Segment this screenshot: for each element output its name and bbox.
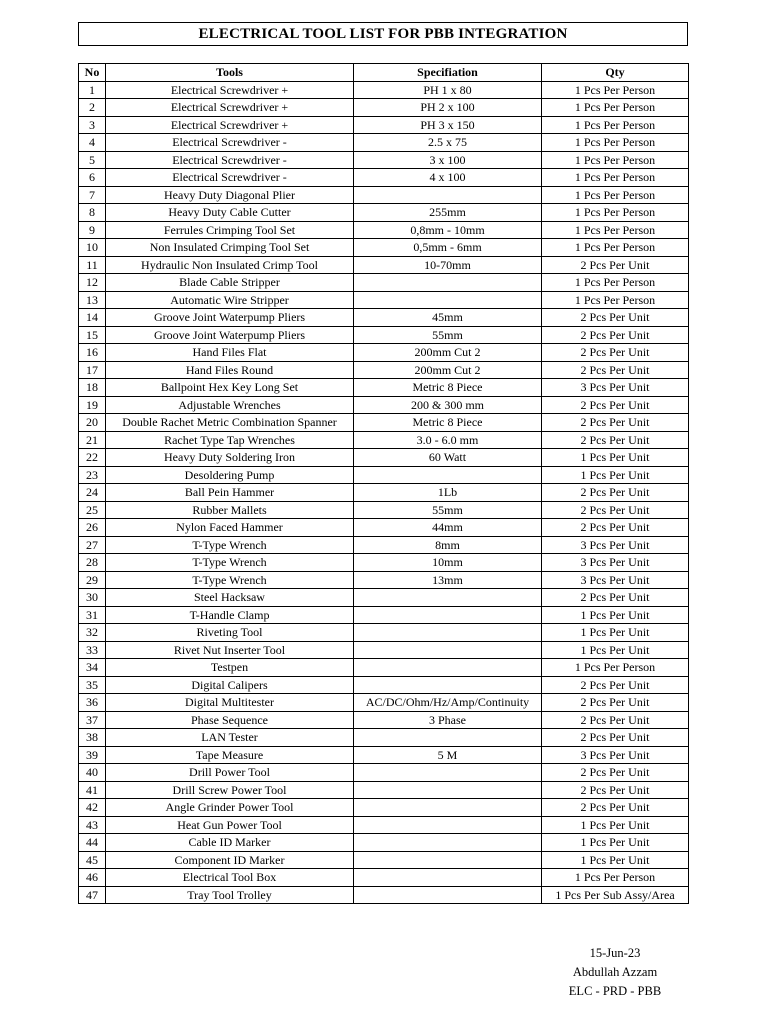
table-row — [79, 781, 689, 799]
cell-tool: Angle Grinder Power Tool — [106, 799, 354, 817]
cell-spec — [354, 274, 542, 292]
cell-qty: 1 Pcs Per Unit — [542, 816, 689, 834]
cell-qty: 1 Pcs Per Person — [542, 869, 689, 887]
cell-qty: 1 Pcs Per Person — [542, 274, 689, 292]
cell-spec — [354, 834, 542, 852]
table-row — [79, 256, 689, 274]
cell-qty: 2 Pcs Per Unit — [542, 326, 689, 344]
cell-qty: 1 Pcs Per Unit — [542, 624, 689, 642]
table-row — [79, 571, 689, 589]
cell-spec: 200mm Cut 2 — [354, 361, 542, 379]
table-row — [79, 641, 689, 659]
cell-spec: 0,8mm - 10mm — [354, 221, 542, 239]
cell-tool: T-Type Wrench — [106, 571, 354, 589]
cell-no: 18 — [79, 379, 106, 397]
cell-qty: 2 Pcs Per Unit — [542, 344, 689, 362]
cell-no: 40 — [79, 764, 106, 782]
cell-no: 10 — [79, 239, 106, 257]
cell-no: 23 — [79, 466, 106, 484]
footer-date: 15-Jun-23 — [589, 946, 641, 960]
cell-tool: Component ID Marker — [106, 851, 354, 869]
header-tools: Tools — [106, 64, 354, 82]
cell-qty: 3 Pcs Per Unit — [542, 379, 689, 397]
cell-tool: Automatic Wire Stripper — [106, 291, 354, 309]
table-row — [79, 536, 689, 554]
footer-author: Abdullah Azzam — [572, 965, 658, 979]
table-row — [79, 886, 689, 904]
cell-spec: 2.5 x 75 — [354, 134, 542, 152]
cell-tool: Hand Files Round — [106, 361, 354, 379]
cell-tool: Desoldering Pump — [106, 466, 354, 484]
table-row — [79, 834, 689, 852]
cell-tool: Adjustable Wrenches — [106, 396, 354, 414]
cell-tool: Cable ID Marker — [106, 834, 354, 852]
cell-no: 43 — [79, 816, 106, 834]
table-row — [79, 204, 689, 222]
cell-qty: 2 Pcs Per Unit — [542, 711, 689, 729]
signature-block — [540, 944, 690, 1001]
cell-spec: 200 & 300 mm — [354, 396, 542, 414]
cell-no: 20 — [79, 414, 106, 432]
table-row — [79, 396, 689, 414]
cell-tool: Riveting Tool — [106, 624, 354, 642]
cell-spec — [354, 466, 542, 484]
cell-spec — [354, 816, 542, 834]
cell-tool: Heavy Duty Soldering Iron — [106, 449, 354, 467]
cell-spec — [354, 624, 542, 642]
cell-qty: 1 Pcs Per Person — [542, 221, 689, 239]
cell-qty: 1 Pcs Per Person — [542, 116, 689, 134]
table-row — [79, 414, 689, 432]
cell-spec — [354, 886, 542, 904]
table-row — [79, 291, 689, 309]
table-row — [79, 554, 689, 572]
cell-tool: Groove Joint Waterpump Pliers — [106, 326, 354, 344]
cell-qty: 1 Pcs Per Person — [542, 239, 689, 257]
cell-spec — [354, 589, 542, 607]
cell-qty: 1 Pcs Per Unit — [542, 606, 689, 624]
cell-no: 1 — [79, 81, 106, 99]
cell-spec — [354, 851, 542, 869]
cell-qty: 1 Pcs Per Person — [542, 151, 689, 169]
cell-spec — [354, 606, 542, 624]
table-row — [79, 466, 689, 484]
table-row — [79, 449, 689, 467]
cell-no: 2 — [79, 99, 106, 117]
cell-no: 8 — [79, 204, 106, 222]
table-row — [79, 431, 689, 449]
cell-tool: Non Insulated Crimping Tool Set — [106, 239, 354, 257]
table-row — [79, 309, 689, 327]
cell-no: 41 — [79, 781, 106, 799]
cell-tool: Electrical Screwdriver - — [106, 134, 354, 152]
cell-no: 14 — [79, 309, 106, 327]
cell-spec: PH 2 x 100 — [354, 99, 542, 117]
cell-qty: 1 Pcs Per Person — [542, 186, 689, 204]
cell-tool: Digital Multitester — [106, 694, 354, 712]
cell-tool: Tape Measure — [106, 746, 354, 764]
cell-qty: 2 Pcs Per Unit — [542, 676, 689, 694]
table-row — [79, 746, 689, 764]
cell-spec — [354, 781, 542, 799]
cell-qty: 2 Pcs Per Unit — [542, 431, 689, 449]
cell-no: 5 — [79, 151, 106, 169]
cell-spec: 44mm — [354, 519, 542, 537]
cell-tool: Double Rachet Metric Combination Spanner — [106, 414, 354, 432]
cell-tool: Rivet Nut Inserter Tool — [106, 641, 354, 659]
cell-no: 39 — [79, 746, 106, 764]
cell-no: 30 — [79, 589, 106, 607]
cell-qty: 1 Pcs Per Person — [542, 659, 689, 677]
cell-no: 45 — [79, 851, 106, 869]
cell-tool: Hand Files Flat — [106, 344, 354, 362]
cell-qty: 1 Pcs Per Person — [542, 204, 689, 222]
cell-spec: 200mm Cut 2 — [354, 344, 542, 362]
cell-tool: Hydraulic Non Insulated Crimp Tool — [106, 256, 354, 274]
cell-qty: 1 Pcs Per Unit — [542, 851, 689, 869]
cell-tool: LAN Tester — [106, 729, 354, 747]
document-title: ELECTRICAL TOOL LIST FOR PBB INTEGRATION — [78, 22, 688, 46]
table-row — [79, 274, 689, 292]
cell-spec: 60 Watt — [354, 449, 542, 467]
cell-no: 19 — [79, 396, 106, 414]
cell-spec — [354, 869, 542, 887]
cell-no: 46 — [79, 869, 106, 887]
cell-tool: Heavy Duty Diagonal Plier — [106, 186, 354, 204]
table-row — [79, 221, 689, 239]
table-row — [79, 361, 689, 379]
cell-qty: 1 Pcs Per Unit — [542, 834, 689, 852]
cell-qty: 2 Pcs Per Unit — [542, 256, 689, 274]
table-row — [79, 764, 689, 782]
cell-qty: 3 Pcs Per Unit — [542, 536, 689, 554]
cell-tool: Rachet Type Tap Wrenches — [106, 431, 354, 449]
cell-spec — [354, 186, 542, 204]
cell-spec — [354, 676, 542, 694]
table-row — [79, 116, 689, 134]
cell-tool: Phase Sequence — [106, 711, 354, 729]
cell-no: 34 — [79, 659, 106, 677]
cell-tool: T-Type Wrench — [106, 554, 354, 572]
cell-no: 25 — [79, 501, 106, 519]
cell-spec — [354, 764, 542, 782]
cell-no: 44 — [79, 834, 106, 852]
cell-spec: 10-70mm — [354, 256, 542, 274]
cell-no: 15 — [79, 326, 106, 344]
table-row — [79, 344, 689, 362]
cell-qty: 1 Pcs Per Unit — [542, 466, 689, 484]
cell-no: 17 — [79, 361, 106, 379]
footer-department: ELC - PRD - PBB — [568, 984, 662, 998]
table-row — [79, 326, 689, 344]
cell-qty: 1 Pcs Per Unit — [542, 641, 689, 659]
cell-no: 38 — [79, 729, 106, 747]
cell-qty: 1 Pcs Per Person — [542, 291, 689, 309]
cell-qty: 1 Pcs Per Unit — [542, 449, 689, 467]
cell-qty: 2 Pcs Per Unit — [542, 484, 689, 502]
table-row — [79, 851, 689, 869]
header-specification: Specifiation — [354, 64, 542, 82]
cell-tool: Nylon Faced Hammer — [106, 519, 354, 537]
cell-no: 29 — [79, 571, 106, 589]
cell-qty: 3 Pcs Per Unit — [542, 554, 689, 572]
cell-spec — [354, 291, 542, 309]
cell-qty: 2 Pcs Per Unit — [542, 361, 689, 379]
cell-no: 26 — [79, 519, 106, 537]
cell-tool: Drill Power Tool — [106, 764, 354, 782]
cell-tool: Rubber Mallets — [106, 501, 354, 519]
cell-spec: PH 1 x 80 — [354, 81, 542, 99]
cell-qty: 1 Pcs Per Person — [542, 134, 689, 152]
cell-no: 27 — [79, 536, 106, 554]
cell-qty: 2 Pcs Per Unit — [542, 519, 689, 537]
cell-qty: 3 Pcs Per Unit — [542, 746, 689, 764]
cell-qty: 2 Pcs Per Unit — [542, 414, 689, 432]
cell-no: 21 — [79, 431, 106, 449]
cell-qty: 2 Pcs Per Unit — [542, 501, 689, 519]
cell-no: 24 — [79, 484, 106, 502]
cell-qty: 1 Pcs Per Person — [542, 81, 689, 99]
cell-tool: Ball Pein Hammer — [106, 484, 354, 502]
cell-no: 42 — [79, 799, 106, 817]
cell-no: 11 — [79, 256, 106, 274]
cell-tool: Ferrules Crimping Tool Set — [106, 221, 354, 239]
cell-spec — [354, 799, 542, 817]
table-row — [79, 151, 689, 169]
table-row — [79, 711, 689, 729]
cell-spec: PH 3 x 150 — [354, 116, 542, 134]
cell-spec: 45mm — [354, 309, 542, 327]
table-row — [79, 816, 689, 834]
cell-no: 47 — [79, 886, 106, 904]
table-row — [79, 484, 689, 502]
cell-tool: Electrical Screwdriver - — [106, 169, 354, 187]
cell-tool: T-Handle Clamp — [106, 606, 354, 624]
cell-spec: 3.0 - 6.0 mm — [354, 431, 542, 449]
cell-qty: 1 Pcs Per Sub Assy/Area — [542, 886, 689, 904]
table-row — [79, 134, 689, 152]
cell-tool: Heat Gun Power Tool — [106, 816, 354, 834]
cell-no: 32 — [79, 624, 106, 642]
cell-no: 35 — [79, 676, 106, 694]
cell-spec — [354, 729, 542, 747]
cell-tool: Electrical Screwdriver + — [106, 116, 354, 134]
cell-no: 37 — [79, 711, 106, 729]
table-row — [79, 186, 689, 204]
cell-spec: 10mm — [354, 554, 542, 572]
cell-qty: 1 Pcs Per Person — [542, 169, 689, 187]
cell-tool: Ballpoint Hex Key Long Set — [106, 379, 354, 397]
cell-qty: 2 Pcs Per Unit — [542, 589, 689, 607]
cell-qty: 1 Pcs Per Person — [542, 99, 689, 117]
table-header-row — [79, 64, 689, 82]
cell-qty: 3 Pcs Per Unit — [542, 571, 689, 589]
table-row — [79, 799, 689, 817]
cell-tool: Electrical Screwdriver + — [106, 81, 354, 99]
cell-tool: Electrical Screwdriver - — [106, 151, 354, 169]
table-row — [79, 589, 689, 607]
cell-no: 4 — [79, 134, 106, 152]
cell-tool: Groove Joint Waterpump Pliers — [106, 309, 354, 327]
table-row — [79, 624, 689, 642]
cell-spec: 3 Phase — [354, 711, 542, 729]
cell-spec: 3 x 100 — [354, 151, 542, 169]
cell-qty: 2 Pcs Per Unit — [542, 729, 689, 747]
cell-spec: AC/DC/Ohm/Hz/Amp/Continuity — [354, 694, 542, 712]
cell-spec: 255mm — [354, 204, 542, 222]
table-row — [79, 659, 689, 677]
cell-qty: 2 Pcs Per Unit — [542, 764, 689, 782]
cell-no: 13 — [79, 291, 106, 309]
cell-no: 6 — [79, 169, 106, 187]
cell-tool: Electrical Tool Box — [106, 869, 354, 887]
cell-spec: 13mm — [354, 571, 542, 589]
header-no: No — [79, 64, 106, 82]
cell-spec: 4 x 100 — [354, 169, 542, 187]
cell-no: 31 — [79, 606, 106, 624]
cell-no: 7 — [79, 186, 106, 204]
cell-no: 3 — [79, 116, 106, 134]
cell-qty: 2 Pcs Per Unit — [542, 799, 689, 817]
cell-spec: 8mm — [354, 536, 542, 554]
cell-no: 12 — [79, 274, 106, 292]
table-row — [79, 169, 689, 187]
cell-no: 22 — [79, 449, 106, 467]
cell-spec — [354, 641, 542, 659]
cell-spec: Metric 8 Piece — [354, 414, 542, 432]
table-row — [79, 379, 689, 397]
table-row — [79, 869, 689, 887]
table-row — [79, 81, 689, 99]
cell-tool: Blade Cable Stripper — [106, 274, 354, 292]
table-row — [79, 519, 689, 537]
table-row — [79, 501, 689, 519]
cell-qty: 2 Pcs Per Unit — [542, 781, 689, 799]
header-qty: Qty — [542, 64, 689, 82]
cell-no: 33 — [79, 641, 106, 659]
cell-tool: Drill Screw Power Tool — [106, 781, 354, 799]
cell-no: 16 — [79, 344, 106, 362]
table-row — [79, 99, 689, 117]
cell-qty: 2 Pcs Per Unit — [542, 694, 689, 712]
cell-spec: 5 M — [354, 746, 542, 764]
cell-spec: 55mm — [354, 326, 542, 344]
cell-tool: T-Type Wrench — [106, 536, 354, 554]
cell-tool: Electrical Screwdriver + — [106, 99, 354, 117]
cell-spec: 0,5mm - 6mm — [354, 239, 542, 257]
cell-qty: 2 Pcs Per Unit — [542, 396, 689, 414]
cell-spec: 55mm — [354, 501, 542, 519]
cell-tool: Tray Tool Trolley — [106, 886, 354, 904]
table-row — [79, 729, 689, 747]
cell-no: 36 — [79, 694, 106, 712]
cell-tool: Steel Hacksaw — [106, 589, 354, 607]
cell-tool: Digital Calipers — [106, 676, 354, 694]
cell-spec: Metric 8 Piece — [354, 379, 542, 397]
cell-tool: Testpen — [106, 659, 354, 677]
table-row — [79, 676, 689, 694]
tool-list-table — [78, 63, 689, 904]
cell-spec — [354, 659, 542, 677]
table-row — [79, 606, 689, 624]
cell-tool: Heavy Duty Cable Cutter — [106, 204, 354, 222]
cell-spec: 1Lb — [354, 484, 542, 502]
cell-no: 9 — [79, 221, 106, 239]
table-row — [79, 694, 689, 712]
cell-qty: 2 Pcs Per Unit — [542, 309, 689, 327]
table-row — [79, 239, 689, 257]
cell-no: 28 — [79, 554, 106, 572]
table-body — [79, 81, 689, 904]
